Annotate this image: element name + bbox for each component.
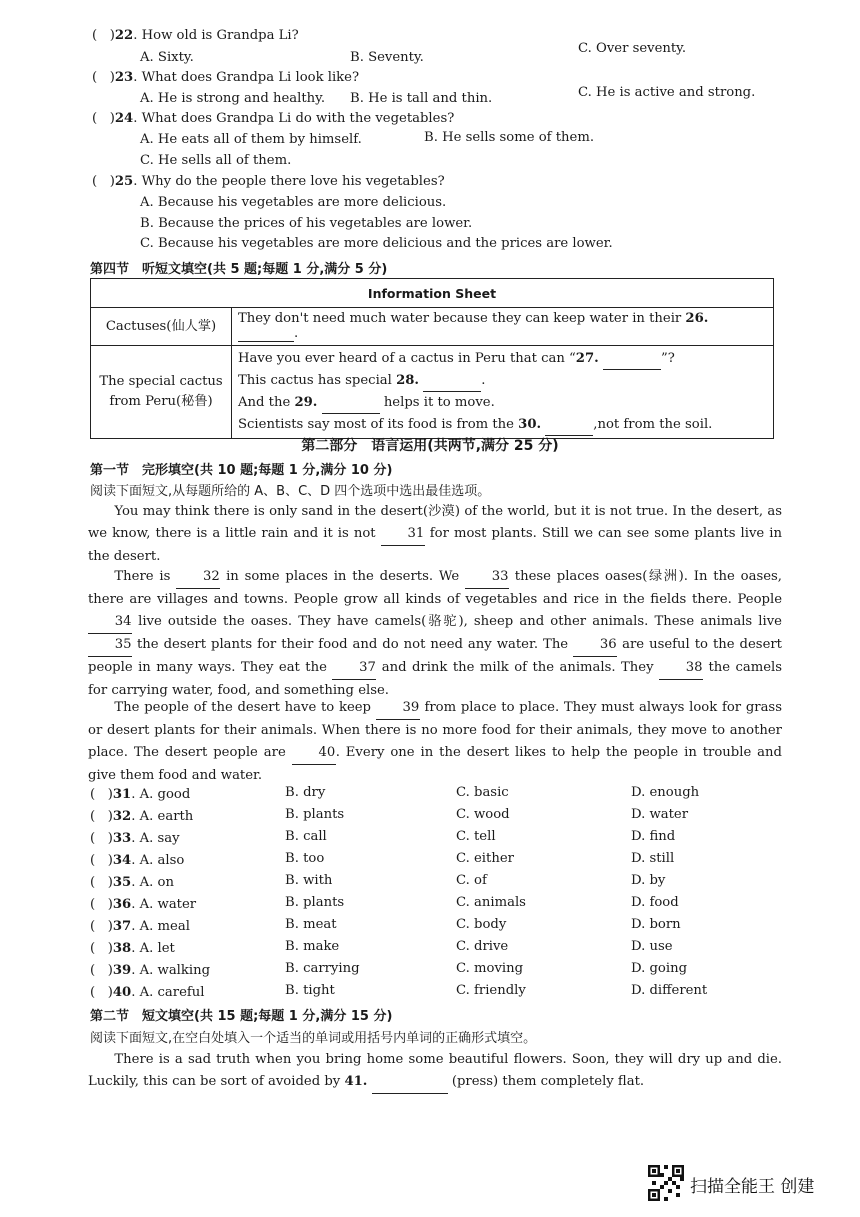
fill-heading: 第二节 短文填空(共 15 题;每题 1 分,满分 15 分) <box>90 1009 393 1024</box>
blank-38[interactable]: 38 <box>659 657 703 680</box>
option-b: B. He sells some of them. <box>424 130 595 145</box>
options-row-35: ( )35. A. on <box>90 875 174 890</box>
options-row-33: ( )33. A. say <box>90 831 180 846</box>
row-label-cactuses: Cactuses(仙人掌) <box>91 308 232 346</box>
option-d: D. different <box>631 983 708 998</box>
answer-blank-28[interactable] <box>423 370 481 392</box>
blank-32[interactable]: 32 <box>176 566 220 589</box>
option-a: A. Sixty. <box>140 50 194 65</box>
option-d: D. food <box>631 895 679 910</box>
answer-blank-29[interactable] <box>322 392 380 414</box>
option-d: D. use <box>631 939 673 954</box>
question-stem: ( )22. How old is Grandpa Li? <box>92 28 299 43</box>
options-row-37: ( )37. A. meal <box>90 919 190 934</box>
option-c: C. basic <box>456 785 509 800</box>
option-c: C. either <box>456 851 514 866</box>
option-b: B. with <box>285 873 333 888</box>
option-c: C. Over seventy. <box>578 41 687 56</box>
answer-blank-41[interactable] <box>372 1071 448 1094</box>
blank-35[interactable]: 35 <box>88 634 132 657</box>
cloze-paragraph-3: The people of the desert have to keep 39 from place to place. They must always look for grass or desert plants for their animals. When there is no more food for their animals, they move to another place. The desert people are 40. Every one in the desert likes to help the people in trouble and give them food and water. <box>88 697 782 787</box>
blank-36[interactable]: 36 <box>573 634 617 657</box>
blank-34[interactable]: 34 <box>88 611 132 634</box>
option-b: B. He is tall and thin. <box>350 91 493 106</box>
option-d: D. by <box>631 873 666 888</box>
fill-instruction: 阅读下面短文,在空白处填入一个适当的单词或用括号内单词的正确形式填空。 <box>90 1031 537 1046</box>
question-stem: ( )23. What does Grandpa Li look like? <box>92 70 360 85</box>
option-b: B. meat <box>285 917 337 932</box>
answer-blank-30[interactable] <box>545 414 593 436</box>
option-d: D. going <box>631 961 688 976</box>
option-c: C. friendly <box>456 983 526 998</box>
option-b: B. plants <box>285 895 345 910</box>
option-d: D. find <box>631 829 676 844</box>
option-a: A. He eats all of them by himself. <box>140 132 362 147</box>
row-label-special-cactus: The special cactus from Peru(秘鲁) <box>91 346 232 439</box>
option-b: B. Because the prices of his vegetables are lower. <box>140 216 473 231</box>
cloze-instruction: 阅读下面短文,从每题所给的 A、B、C、D 四个选项中选出最佳选项。 <box>90 484 491 499</box>
option-b: B. carrying <box>285 961 360 976</box>
option-c: C. He is active and strong. <box>578 85 756 100</box>
blank-40[interactable]: 40 <box>292 742 336 765</box>
option-c: C. He sells all of them. <box>140 153 292 168</box>
options-row-36: ( )36. A. water <box>90 897 197 912</box>
options-row-32: ( )32. A. earth <box>90 809 194 824</box>
option-c: C. animals <box>456 895 526 910</box>
option-c: C. wood <box>456 807 510 822</box>
part2-heading: 第二部分 语言运用(共两节,满分 25 分) <box>301 438 559 454</box>
cloze-paragraph-1: You may think there is only sand in the desert(沙漠) of the world, but it is not true. In the desert, as we know, there is a little rain and it is not 31 for most plants. Still we can see some plants live in the desert. <box>88 504 782 564</box>
option-c: C. of <box>456 873 487 888</box>
options-row-34: ( )34. A. also <box>90 853 185 868</box>
row-content-cactuses: They don't need much water because they can keep water in their 26. . <box>232 308 774 346</box>
option-c: C. body <box>456 917 507 932</box>
cloze-heading: 第一节 完形填空(共 10 题;每题 1 分,满分 10 分) <box>90 463 393 478</box>
option-c: C. drive <box>456 939 509 954</box>
row-content-special-cactus: Have you ever heard of a cactus in Peru that can “27. ”? This cactus has special 28. . And the 29. helps it to move. Scientists say most of its food is from the 30. ,not from the soil. <box>232 346 774 439</box>
option-b: B. call <box>285 829 327 844</box>
option-b: B. make <box>285 939 340 954</box>
option-a: A. Because his vegetables are more delicious. <box>140 195 447 210</box>
information-sheet-table <box>90 278 774 439</box>
info-sheet-title: Information Sheet <box>91 279 774 308</box>
blank-39[interactable]: 39 <box>376 697 420 720</box>
option-a: A. He is strong and healthy. <box>140 91 326 106</box>
option-d: D. born <box>631 917 681 932</box>
qr-code-icon <box>648 1165 684 1201</box>
answer-blank-27[interactable] <box>603 348 661 370</box>
option-d: D. water <box>631 807 689 822</box>
blank-33[interactable]: 33 <box>465 566 509 589</box>
options-row-38: ( )38. A. let <box>90 941 175 956</box>
scanner-brand-text: 扫描全能王 创建 <box>690 1177 815 1197</box>
option-c: C. moving <box>456 961 524 976</box>
cloze-paragraph-2: There is 32 in some places in the deserts. We 33 these places oases(绿洲). In the oases, there are villages and towns. People grow all kinds of vegetables and rice in the fields there. People 34 live outside the oases. They have camels(骆驼), sheep and other animals. These animals live 35 the desert plants for their food and do not need any water. The 36 are useful to the desert people in many ways. They eat the 37 and drink the milk of the animals. They 38 the camels for carrying water, food, and something else. <box>88 566 782 702</box>
option-b: B. tight <box>285 983 335 998</box>
options-row-31: ( )31. A. good <box>90 787 191 802</box>
option-b: B. dry <box>285 785 326 800</box>
option-d: D. enough <box>631 785 700 800</box>
question-stem: ( )25. Why do the people there love his vegetables? <box>92 174 445 189</box>
option-c: C. tell <box>456 829 496 844</box>
option-b: B. plants <box>285 807 345 822</box>
option-b: B. Seventy. <box>350 50 424 65</box>
blank-37[interactable]: 37 <box>332 657 376 680</box>
options-row-39: ( )39. A. walking <box>90 963 211 978</box>
option-b: B. too <box>285 851 325 866</box>
question-stem: ( )24. What does Grandpa Li do with the vegetables? <box>92 111 455 126</box>
fill-paragraph: There is a sad truth when you bring home some beautiful flowers. Soon, they will dry up and die. Luckily, this can be sort of avoided by 41. (press) them completely flat. <box>88 1049 782 1094</box>
section4-heading: 第四节 听短文填空(共 5 题;每题 1 分,满分 5 分) <box>90 262 388 277</box>
option-c: C. Because his vegetables are more delicious and the prices are lower. <box>140 236 613 251</box>
options-row-40: ( )40. A. careful <box>90 985 205 1000</box>
option-d: D. still <box>631 851 675 866</box>
answer-blank-26[interactable] <box>238 326 294 342</box>
blank-31[interactable]: 31 <box>381 523 425 546</box>
